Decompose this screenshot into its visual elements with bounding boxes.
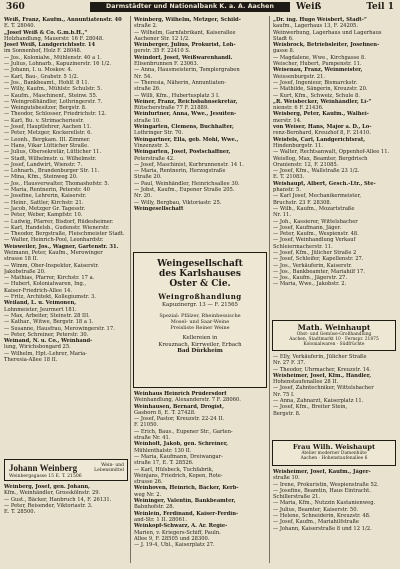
directory-entry-line: — Joh., Kassierer, Wittelsbacher [273, 218, 358, 225]
directory-entry-line: Weinfurtner, Anna, Wwe., Jesuiten- [134, 111, 237, 118]
directory-entry-line: lung, Wirichsbongard 25. [4, 344, 71, 351]
directory-entry-line: Weishaupt, Albert, Gesch.-Ltr., Ste- [273, 180, 376, 187]
ad-line: Obst- und Gemüse-Großhandlung [296, 332, 372, 337]
directory-entry-line: Weininger, Valentin, Bankbeamter, [134, 498, 236, 505]
directory-entry-line: — Mina, Kfm., Steinweg 20. [4, 174, 78, 181]
directory-entry-line: E. T. 28040. [4, 23, 36, 30]
directory-entry-line: im Sonnenhof, Holz F. 28048. [4, 48, 82, 55]
directory-entry-line: — Anna, Hausmeisterin, Templergraben [134, 67, 240, 74]
directory-entry-line: — Theodor, Uhrmacher, Kreuzstr. 14. [273, 366, 371, 373]
directory-entry-line: E. T. 21083. [273, 174, 305, 181]
ad-title: Math. Weinhaupt [297, 323, 371, 332]
directory-entry-line: — Josefine, Lehrerin, Kaiserstr. [4, 193, 87, 200]
directory-entry-line: — Mathias, Pfarrer, Kirchstr. 17 a. [4, 275, 95, 282]
directory-entry-line: — Josef, Ingenieur, Bismarckstr. [273, 79, 358, 86]
directory-entry-line: — J. 19-4, Ubl., Kaiserplatz 27. [134, 542, 215, 549]
directory-entry-line: — Irene, Prokuristin, Wespienstraße 52. [273, 481, 379, 488]
directory-entry-line: — Josef, Landwirt, Wienstr. 7. [4, 161, 83, 168]
directory-entry-line: — Stadt, Wilhelmstr. u. Wilhelmstr. [4, 155, 97, 162]
directory-entry-line: Weischer, Hubert, Pumpenstr. 11. [273, 61, 362, 68]
column-2-continued [134, 391, 266, 563]
directory-entry-line: Weinberg, Josef, gen. Johann, [4, 484, 90, 490]
ad-line: Aachen, Stadtmarkt 10 · Fernspr. 21875 [289, 337, 379, 343]
directory-entry-line: — Jos., Bankbeamter, Mariahilf 17. [273, 268, 365, 275]
directory-entry-line: — Wilh., Kaufm., Mozartstraße [273, 205, 355, 212]
directory-entry-line: Weingarten, Clemens, Buchhalter, [134, 124, 234, 131]
directory-entry-line: — Jos., Hausverwalter, Thomashofstr. 5. [4, 180, 110, 187]
directory-entry-line: Weingartner, Ella, geb. Mohl, Wwe., [134, 136, 239, 143]
directory-entry-line: Lohnmeister, Jeurmert 181. [4, 306, 77, 313]
directory-entry-line: — Karl Josef, Mechanikermeister, [273, 193, 361, 200]
directory-entry-line: Holzhandlung, Mauerstr. 16 F. 28048. [4, 35, 104, 42]
directory-entry-line: nienstr. 6 F. 21436. [273, 105, 324, 112]
directory-entry-line: — Willi, Kfm., Hubertusplatz 3 I. [134, 92, 220, 99]
directory-entry-line: — Theodor, Bergstraße, Fleischmeister Stadt. [4, 231, 125, 238]
directory-entry-line: — Weingroßhändler, Lothringerstr. 7. [4, 98, 103, 105]
directory-entry-line: Oranienstr. 12, F. 21085. [273, 161, 339, 168]
directory-entry-line: — Johann, I. u. Moskov. 4. [4, 67, 73, 74]
directory-entry-line: — Karl, Bu. v. Strimacheriestr. [4, 117, 84, 124]
directory-entry-line: Kfm., Weinhändler, Grosskölnstr. 29. [4, 490, 101, 497]
directory-entry-line: — Weingutsbesitzer, Bergstr. 8. [4, 105, 87, 112]
directory-entry-line: Hindenburgstr. 11. [273, 142, 323, 149]
directory-entry-line: von Weiser, Hans, Major a. D., Lo- [273, 124, 372, 131]
directory-entry-line: Weisheimer, Josef, Kfm., Händler, [273, 372, 371, 379]
ad-name: Johann Weinberg [9, 463, 78, 473]
directory-entry-line: — Theresia, Näherin, Annuntiaten- [134, 79, 226, 86]
directory-entry-line: gasse 8. [273, 48, 295, 55]
directory-entry-line: — Susanne, Hausfrau, Merowingerstr. 17. [4, 325, 115, 332]
directory-entry-line: Weisflog, Max, Beamter, Bergdrisch [273, 155, 368, 162]
directory-entry-line: Weisweiler, Jos., Wagner, Gartenstr. 31. [4, 243, 119, 250]
directory-entry-line: Weinberg, Wilhelm, Metzger, Schild- [134, 17, 241, 23]
directory-entry-line: — Willy, Kaufm., Mühlstr. Schulstr. 5. [4, 86, 102, 93]
directory-entry-line: — Wilhelm, Garnfabrikant, Kaiserallee [134, 29, 236, 36]
page-part: Teil 1 [366, 2, 394, 12]
advertisement-weingesellschaft [133, 252, 267, 388]
ad-line: Bad Dürkheim [177, 348, 223, 354]
directory-entry-line: Bergstr. 8. [273, 410, 301, 417]
directory-entry-line: F. 21050. [134, 422, 159, 429]
column-3-continued [273, 469, 397, 564]
directory-entry-line: — Wilhelm, Hpt.-Lehrer, Maria- [4, 350, 88, 357]
directory-entry-line: Weisfels, Carl, Landgerichtsrat, [273, 136, 366, 143]
directory-entry-line: — Kathar., Witwe, Bergstr. 18 a 1. [4, 319, 94, 326]
directory-entry-line: — Gust., Bäcker, Hanbruch 14, F. 26131. [4, 496, 112, 503]
column-3-middle [273, 354, 397, 438]
directory-entry-line: Weiß, Franz, Kaufm., Annuntiatenstr. 40 [4, 17, 122, 23]
ad-address: Weinbergsgasse 15 E. T. 21506 [9, 474, 82, 479]
directory-entry-line: — Josef, Weinhandlung Verkauf [273, 237, 356, 244]
directory-entry-line: — Maria, Kfm., Nutzzin Kastanienweg. [273, 500, 376, 507]
directory-entry-line: — Karl, Handelsb., Gudenstr. Wienerstr. [4, 224, 110, 231]
ad-line: Atelier moderner Damenhüte [301, 451, 367, 456]
page-header [0, 0, 400, 14]
directory-entry-line: — Josef, Kaufmann, Jäger. [273, 224, 342, 231]
directory-entry-line: Vinzenzstr. 3. [134, 142, 170, 149]
directory-entry-line: — Kaufm., Maschinenf., Steinw. 55. [4, 92, 98, 99]
directory-entry-line: „Josef Weiß & Co. G.m.b.H.,“ [4, 29, 88, 36]
directory-entry-line: — Jobst, Kaufm., Eupener Straße 205. [134, 187, 235, 194]
directory-entry-line: — Karl, Hülsbeck, Tuchfabrik, [134, 466, 214, 473]
directory-entry-line: — Josef, Schleifer, Kapellenstr. 27. [273, 256, 364, 263]
directory-entry-line: — Peter, Weber, Kampfstr. 10. [4, 212, 83, 219]
directory-entry-line: Nr. 54. [134, 73, 152, 80]
directory-entry-line: Weinkopf-Schwarz, A. Ar. Regie- [134, 523, 228, 530]
directory-entry-line: Bruchstr. 23 F. 28308. [273, 199, 332, 206]
directory-entry-line: Weinhausen, Bernard, Drogist, [134, 403, 224, 410]
page-keyword: Weiß [296, 2, 322, 12]
directory-entry-line: — Helene, Schneiderin, Kreuzstr. 48. [273, 513, 371, 520]
directory-entry-line: — Jacob, Metzger Gr. Tagesstr. [4, 205, 86, 212]
directory-entry-line: — Willy, Bergbau, Viktoriastr. 25. [134, 199, 222, 206]
directory-entry-line: Weinand, N. u. Co., Weinhand- [4, 338, 93, 345]
ad-line: Kapuzinergr. 13 — F. 21565 [162, 302, 238, 308]
directory-entry-line: Weinjans, Friedrich, Kopen, Rote- [134, 472, 223, 479]
directory-entry-line: „R. Weisbecker, Weinhändler, Li-“ [273, 98, 372, 105]
directory-entry-line: Hohenstaufenallee 28 II. [273, 379, 339, 386]
directory-entry-line: Weinhaus Heinrich Prüdersdorf [134, 391, 227, 397]
column-1-continued [4, 484, 128, 564]
directory-entry-line: Theresia-Allee 18 II. [4, 357, 58, 364]
directory-entry-line: — Theodor, Schlosser, Friedrichstr. 12. [4, 111, 107, 118]
directory-entry-line: — Jos., Kaufm., Jägerstr. 27. [273, 275, 347, 282]
directory-entry-line: — Anna, Zahnarzt, Kaiserplatz 11. [273, 398, 364, 405]
directory-entry-line: straße 26. [134, 86, 161, 93]
directory-entry-line: — Johann, Kaiserstraße 8 und 12 1/2. [273, 525, 372, 532]
directory-entry-line: Marien, v. Kriegers-Schiff, Pauln. [134, 529, 221, 536]
directory-entry-line: merstr. 14. [273, 117, 302, 124]
ad-line: Weingroßhandlung [158, 292, 242, 301]
directory-entry-line: — Josef, Kfm., Jülicher Straße 2 [273, 249, 357, 256]
directory-entry-line: — Erich, Baus., Eupener Str., Garten- [134, 428, 233, 435]
directory-entry-line: — Josef, Kfm., Breiter Stein, [273, 404, 348, 411]
directory-entry-line: Weisberg, Peter, Kaufm., Walhei- [273, 111, 369, 118]
directory-entry-line: — Josef, Pastor, Kreuzstr. 22-24 II. [134, 416, 225, 423]
directory-entry-line: strasse 26. [134, 479, 163, 486]
column-3 [273, 17, 397, 317]
directory-entry-line: — Julius, Obersekretär, Lütticher 11. [4, 149, 102, 156]
directory-entry-line: Weinwerbung, Lagerhaus und Lagerhaus [273, 29, 382, 36]
directory-entry-line: — Jos., Verkäuferin, Kaiserstr. [273, 262, 352, 269]
directory-entry-line: Mühlenthalstr. 130 II. [134, 447, 192, 454]
directory-entry-line: — Peter, Reisender, Viktoriastr. 3. [4, 502, 93, 509]
directory-entry-line: straße 2. [134, 23, 158, 30]
directory-entry-line: Weinhoven, Heinrich, Bäcker, Kerb- [134, 485, 239, 492]
directory-entry-line: Weiland, L. u. Veimonen, [4, 300, 77, 307]
directory-entry-line: Weissenburgstr. 21. [273, 73, 326, 80]
directory-entry-line: — Josef, Kfm., Wallstraße 23 1/2. [273, 168, 360, 175]
directory-entry-line: — Wimm, Ober-Inspektor, Kaiserstr. [4, 262, 99, 269]
directory-entry-line: — Josef, Hauptlehrer, Aachen 11. [4, 124, 92, 131]
directory-entry-line: straße Nr. 41. [134, 435, 171, 442]
directory-entry-line: Weisenau, Franz, Weinmeister, [273, 67, 363, 74]
directory-entry-line: Weingesellschaft [134, 205, 184, 212]
directory-entry-line: — Josef, Maschinist, Kurbrunnenstr. 14 1. [134, 161, 244, 168]
directory-entry-line: Nr. 27 F. 37. [273, 360, 306, 367]
directory-entry-line: — Karl, Bau-, Grabstr. 5 1/2. [4, 73, 79, 80]
directory-entry-line: renz-Bernhard, Kreuzhof 8, F. 21410. [273, 130, 371, 137]
directory-entry-line: „Dr. ing. Hugo Weisbert, Stadt-“ [273, 17, 367, 23]
directory-entry-line: — Maria, Kaufmann, Dreiwangar- [134, 453, 223, 460]
directory-entry-line: Nr. 20. [134, 193, 152, 200]
directory-entry-line: — Peter, Schreiner, Peterstr. 30. [4, 331, 89, 338]
directory-entry-line: Aachener Str. 12 1/2. [134, 35, 190, 42]
directory-entry-line: — Magdalene, Wwe., Kirchgasse 8. [273, 54, 366, 61]
directory-entry-line: Bahnhofstr. 28. [134, 504, 175, 511]
directory-entry-line: — Maria, Rentnerin, Herzogstraße [134, 168, 226, 175]
ad-line: Kolonialwaren · Südfrüchte [303, 342, 365, 348]
directory-entry-line: Stadt 6. [273, 35, 294, 42]
directory-entry-line: Weinhandlung, Alexanderstr. 7 F. 28060. [134, 397, 241, 404]
directory-entry-line: Weinberger, Julius, Prokurist, Loh- [134, 42, 236, 49]
directory-entry-line: Weinlein, Ferdinand, Kaiser-Ferdin- [134, 510, 239, 517]
directory-entry-line: — Julius, Lohnarb., Kapuzinerstr. 16 1/2. [4, 61, 112, 68]
header-advertisement: Darmstädter und Nationalbank K. a. A. Aachen [90, 2, 290, 12]
ad-line: Preisliste Reiner Weine [170, 325, 230, 331]
ad-line: Kreuznach, Kirrweiler, Erbach [158, 341, 242, 348]
advertisement-weinhaupt [272, 320, 396, 351]
advertisement-frau-weishaupt [272, 440, 396, 466]
directory-entry-line: — Ludwig, Pfarrer, Bisdorf, Rüdesheimer. [4, 218, 114, 225]
directory-entry-line: Weisheimer, Josef, Kaufm., Jäger- [273, 469, 371, 475]
directory-entry-line: Weindorf, Josef, Weißwarenhandl. [134, 54, 233, 61]
directory-entry-line: — Jos., Kolonialw., Mühlenstr. 40 a 1. [4, 54, 102, 61]
column-divider [269, 16, 270, 563]
ad-line: Weingesellschaft [157, 259, 243, 269]
directory-entry-line: — Hubert, Kolonialwaren, Ing., [4, 281, 87, 288]
directory-entry-line: — Josef, Zahntechniker, Wittelsbacher [273, 385, 374, 392]
directory-entry-line: Allee 9, F. 28505 und 28300. [134, 535, 210, 542]
directory-entry-line: — Josef, Kaufm., Mariahilfstraße [273, 519, 359, 526]
directory-entry-line: Nr. 11. [273, 212, 291, 219]
directory-entry-line: Lothringer Str. 70. [134, 130, 184, 137]
directory-entry-line: Josef Weiß, Landgerichtsstr. 14 [4, 42, 96, 49]
ad-line: Mosel- und Saar-Weine [170, 319, 230, 325]
directory-entry-line: Weisbrock, Betriebsleiter, Josefinen- [273, 42, 380, 49]
directory-entry-line: phanstr. 5. [273, 187, 301, 194]
directory-entry-line: Weimann, Peter, Kaufm., Merowinger [4, 249, 103, 256]
directory-entry-line: — Mathilde, Sängerin, Kreuzstr. 20. [273, 86, 368, 93]
directory-entry-line: Rütscherstraße 77 F. 21889. [134, 105, 209, 112]
column-2 [134, 17, 266, 249]
directory-entry-line: straße 17, E. T. 28526. [134, 460, 194, 467]
ad-line: Kellereien in [182, 335, 218, 341]
directory-entry-line: — Peter, Metzger, Kockerellstr. 6. [4, 130, 93, 137]
directory-entry-line: — Maria, Rentnerin, Peterstr. 40 [4, 187, 90, 194]
directory-entry-line: — Julius, Beamter, Kaiserstr. 50. [273, 506, 359, 513]
directory-entry-line: — Josefine, Beamtin, Haus Eintracht. [273, 487, 371, 494]
page-number: 360 [6, 2, 25, 12]
column-1 [4, 17, 128, 455]
directory-entry-line: — Maria, Wwe., Jakobstr. 2. [273, 281, 347, 288]
ad-line: Oster & Cie. [169, 279, 231, 289]
ad-line: Spezial: Pfälzer, Rheinhessische [159, 313, 241, 319]
column-divider [130, 16, 131, 563]
ad-subtitle: Wein- und Lebensmittel [94, 463, 124, 473]
directory-entry-line: — Fritz, Architekt, Kollegiumstr. 3. [4, 294, 96, 301]
ad-line: des Karlshauses [159, 269, 241, 279]
directory-entry-line: Peterstraße 42. [134, 155, 175, 162]
ad-line: Aachen · Hohenstaufenallee 6 [300, 456, 368, 461]
directory-entry-line: straße 10. [134, 117, 161, 124]
directory-entry-line: weg Nr. 2. [134, 491, 162, 498]
directory-entry-line: gerstr. 35 F. 22410 S. [134, 48, 191, 55]
advertisement-johann-weinberg [4, 459, 128, 481]
directory-entry-line: — Leonh., Bergkam. III. Zimmer. [4, 136, 91, 143]
directory-entry-line: E. T. 28500. [4, 509, 36, 516]
directory-entry-line: — Hans, Vikar Lütticher Straße. [4, 142, 89, 149]
directory-entry-line: — Lohnarb., Brandenburger Str. 11. [4, 168, 100, 175]
directory-entry-line: straße 10. [273, 475, 300, 482]
directory-entry-line: and-Str. 1 II. 28061. [134, 516, 187, 523]
directory-entry-line: Kaiser-Friedrich-Allee 14. [4, 287, 72, 294]
directory-entry-line: — Paul, Weinhändler, Heinrichsallee 30. [134, 180, 240, 187]
ad-title: Frau Wilh. Weishaupt [292, 443, 376, 451]
directory-entry-line: — Walter, Rechtsanwalt, Oppenhof-Allee 11. [273, 149, 390, 156]
directory-entry-line: Gasborn 8, E. T. 27428. [134, 409, 196, 416]
directory-entry-line: Weinholt, Jakob, gen. Schreiner, [134, 441, 228, 448]
directory-entry-line: — Heinr., Sattler, Kirchstr. 21. [4, 199, 84, 206]
directory-entry-line: — Elly, Verkäuferin, Jülicher Straße [273, 354, 367, 360]
directory-entry-line: — Walter, Heinrich-Pool, Leonhardstr. [4, 237, 104, 244]
directory-entry-line: Jakobstraße 20. [4, 268, 46, 275]
directory-entry-line: — Max, Arbeiter, Steinstr. 28 III. [4, 312, 90, 319]
directory-entry-line: Schillerstraße 21. [273, 494, 321, 501]
directory-entry-line: kaufm., Lagerhaus 13, F. 24205. [273, 23, 358, 30]
directory-entry-line: Straße 20. [134, 174, 162, 181]
directory-entry-line: Nr. 75 I. [273, 391, 295, 398]
directory-entry-line: — Peter, Kaufm., Wespienstr. 48. [273, 231, 359, 238]
directory-entry-line: — Kurt, Kfm., Schweiz, Schule 8. [273, 92, 360, 99]
directory-entry-line: Elisenbrunnen F. 23063. [134, 61, 199, 68]
directory-entry-line: Schleiermacherstr. 11. [273, 243, 333, 250]
directory-entry-line: Weingarten, Josef, Postschaffner, [134, 149, 231, 156]
directory-entry-line: strasse 18 II. [4, 256, 39, 263]
directory-entry-line: — Jos., Bankbeamt., Hohlf. 8 11. [4, 79, 90, 86]
directory-entry-line: Weiner, Franz, Reichsbahnsekretär, [134, 98, 238, 105]
